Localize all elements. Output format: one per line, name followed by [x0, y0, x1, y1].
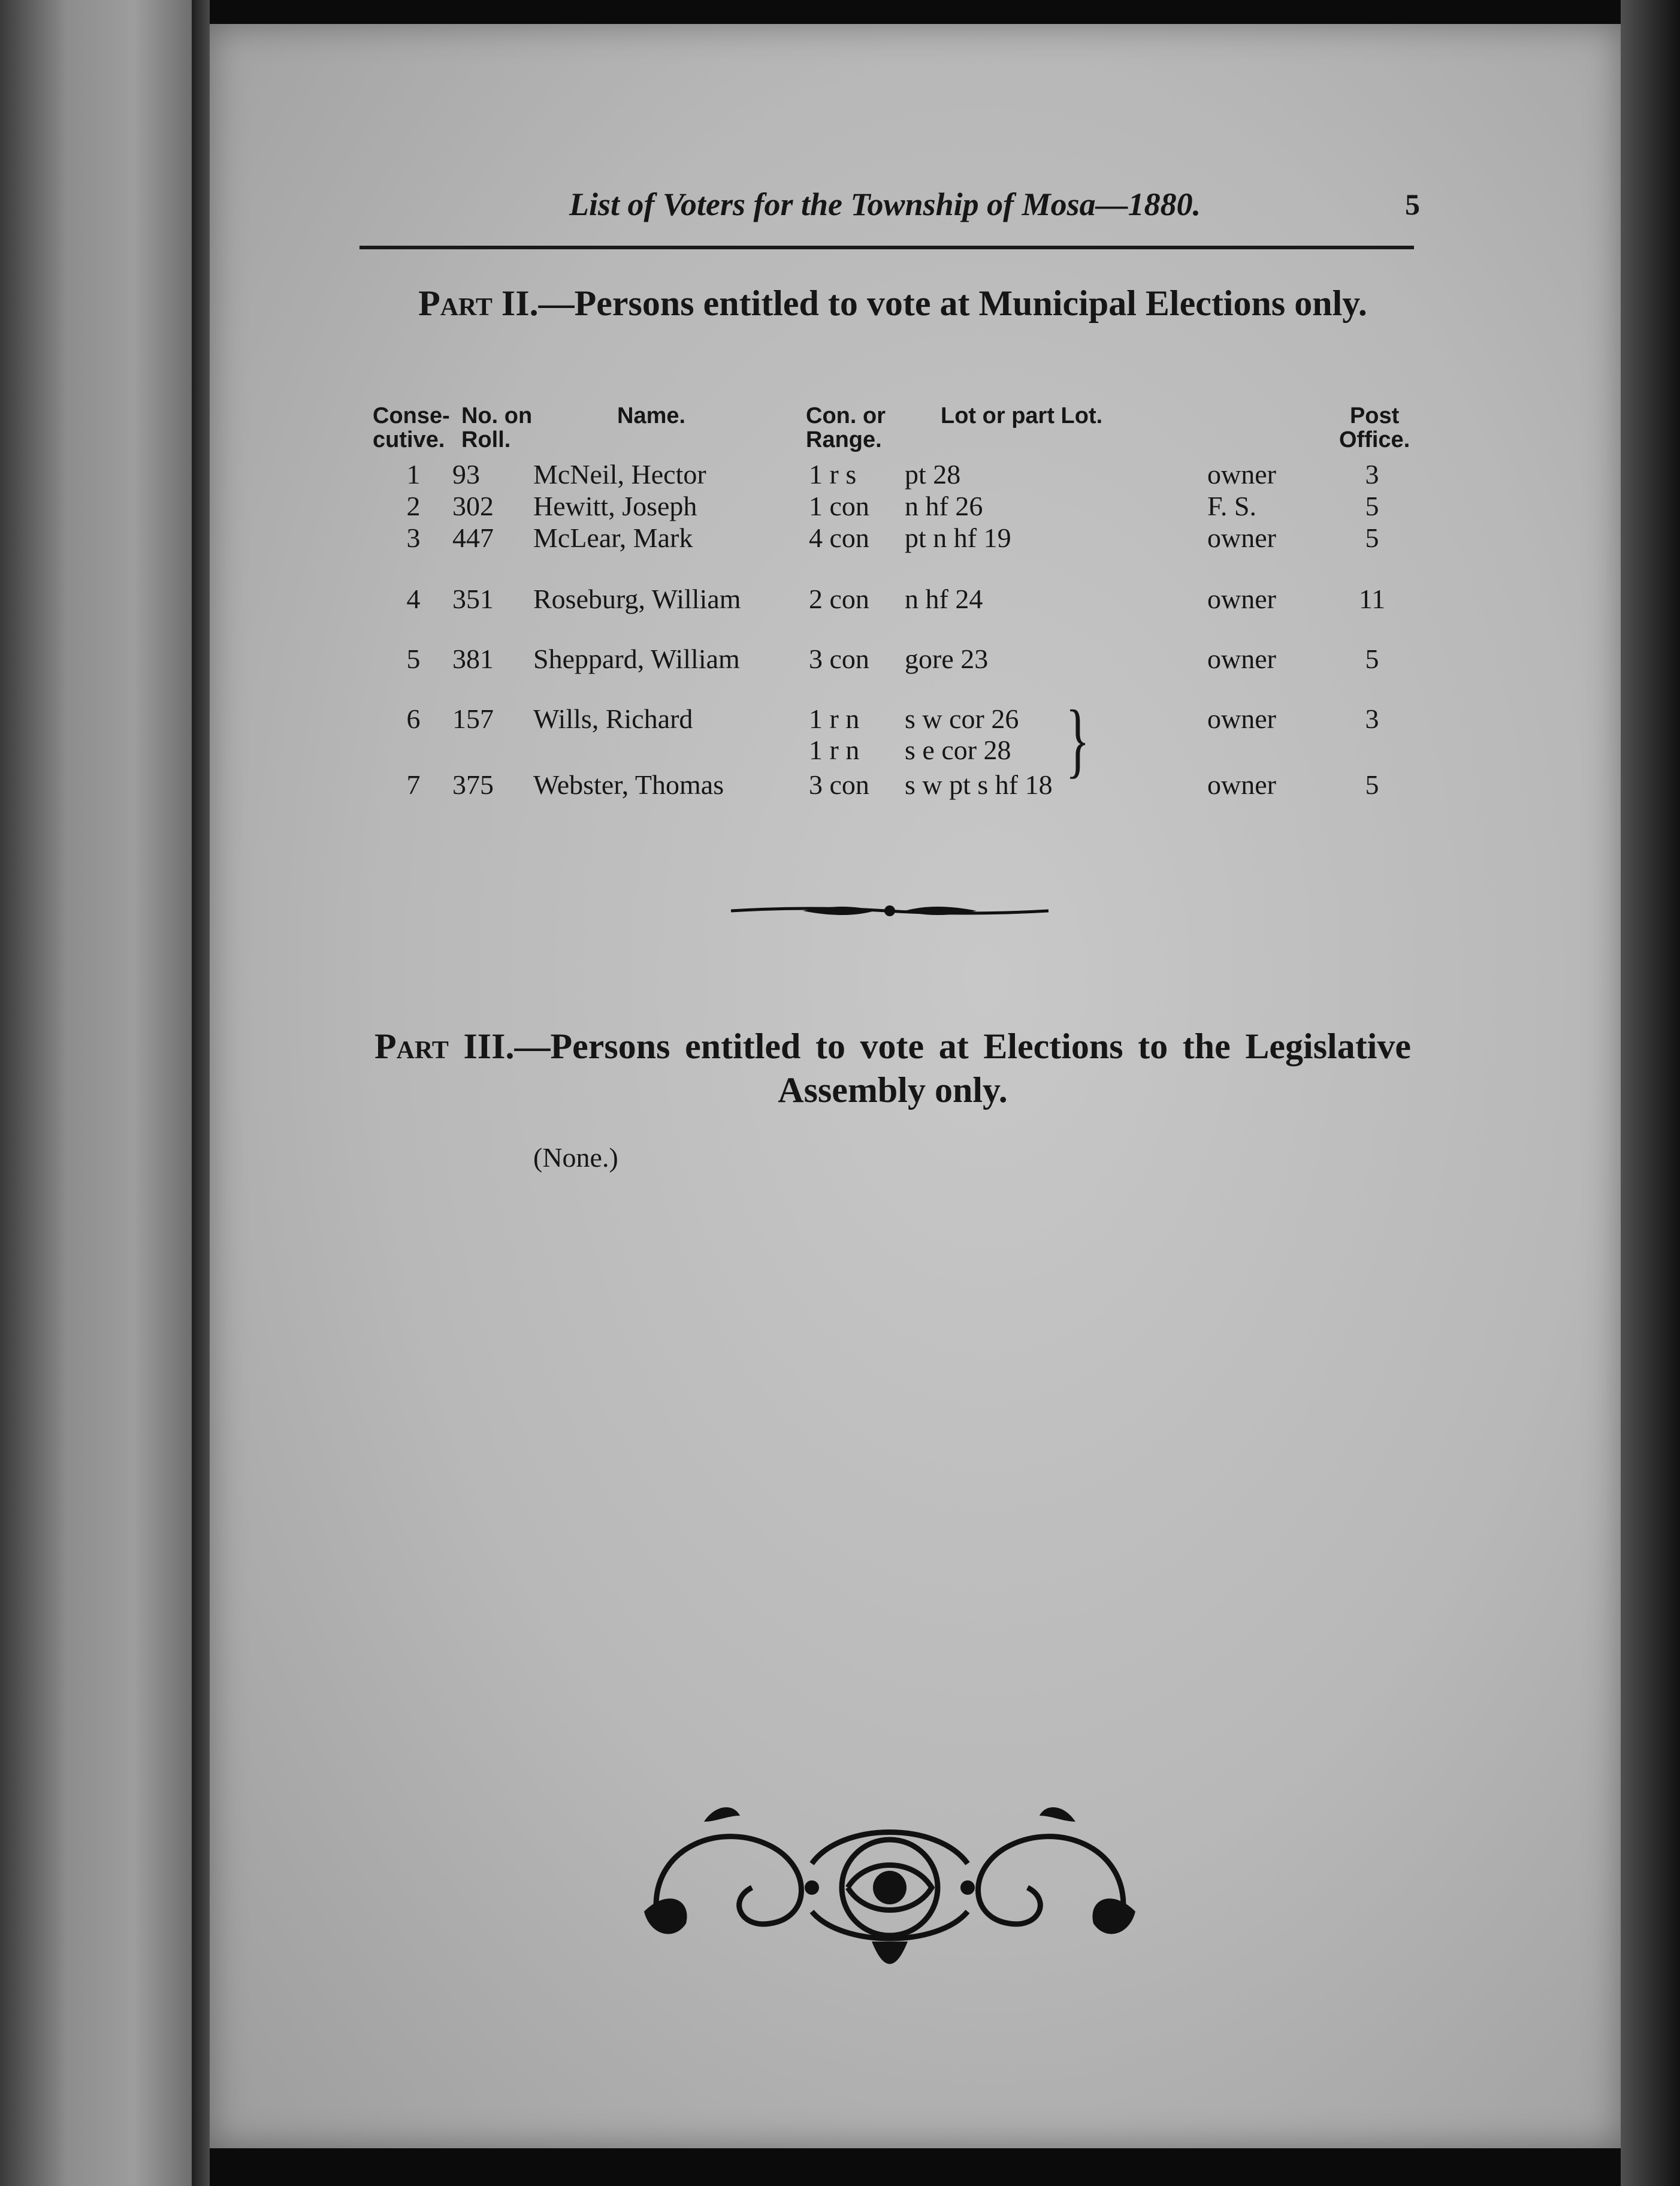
- part-3-heading: [374, 1025, 1411, 1112]
- row-number: 4: [406, 584, 421, 614]
- row-lot: gore 23: [905, 644, 989, 674]
- row-roll: 447: [452, 523, 494, 553]
- col-post-office-header: [1339, 404, 1410, 452]
- row-lot: n hf 24: [905, 584, 983, 614]
- book-gutter: [192, 0, 210, 2186]
- col-post-office-line1: Post: [1349, 403, 1400, 428]
- row-name: Wills, Richard: [533, 703, 693, 734]
- part-3-title: —Persons entitled to vote at Elections to the Legislative Assembly only.: [514, 1026, 1411, 1110]
- part-2-title: —Persons entitled to vote at Municipal Elections only.: [538, 283, 1367, 323]
- row-post-office: 5: [1365, 644, 1379, 674]
- row-con: 1 r n: [809, 735, 860, 765]
- table-row: [0, 701, 1680, 737]
- row-name: Roseburg, William: [533, 584, 741, 614]
- table-row: [0, 641, 1680, 677]
- col-con-header: [806, 404, 886, 452]
- table-row-continuation: [0, 732, 1680, 768]
- col-roll-line1: No. on: [461, 403, 533, 428]
- row-con: 1 con: [809, 491, 869, 521]
- col-consecutive-line1: Conse-: [373, 403, 450, 428]
- row-con: 1 r s: [809, 459, 857, 490]
- facing-page-edge: [0, 0, 192, 2186]
- brace-glyph: }: [1065, 693, 1090, 786]
- row-roll: 93: [452, 459, 480, 490]
- row-number: 3: [406, 523, 421, 553]
- row-number: 1: [406, 459, 421, 490]
- col-lot-header: Lot or part Lot.: [941, 403, 1103, 428]
- table-row: [0, 767, 1680, 803]
- row-number: 5: [406, 644, 421, 674]
- row-status: F. S.: [1207, 491, 1256, 521]
- page-number: 5: [1405, 188, 1420, 221]
- row-lot: pt 28: [905, 459, 961, 490]
- part-2-heading: [374, 282, 1411, 325]
- col-name-header: Name.: [617, 403, 686, 428]
- row-lot: s e cor 28: [905, 735, 1011, 765]
- row-number: 6: [406, 703, 421, 734]
- running-header: [359, 180, 1420, 249]
- row-con: 1 r n: [809, 703, 860, 734]
- row-con: 3 con: [809, 644, 869, 674]
- table-row: [0, 520, 1680, 556]
- row-lot: pt n hf 19: [905, 523, 1011, 553]
- row-roll: 351: [452, 584, 494, 614]
- row-number: 2: [406, 491, 421, 521]
- row-post-office: 5: [1365, 523, 1379, 553]
- row-name: McLear, Mark: [533, 523, 693, 553]
- row-number: 7: [406, 769, 421, 800]
- part-3-label: Part III.: [374, 1026, 515, 1066]
- row-status: owner: [1207, 459, 1276, 490]
- row-roll: 375: [452, 769, 494, 800]
- decorative-vignette: [632, 1798, 1147, 1971]
- col-consecutive-header: [373, 404, 450, 452]
- row-post-office: 5: [1365, 491, 1379, 521]
- col-con-line1: Con. or: [806, 403, 886, 428]
- row-status: owner: [1207, 644, 1276, 674]
- page-edge-shadow: [1621, 0, 1680, 2186]
- col-roll-header: [461, 404, 532, 452]
- row-lot: n hf 26: [905, 491, 983, 521]
- col-con-line2: Range.: [806, 427, 882, 452]
- row-con: 2 con: [809, 584, 869, 614]
- row-name: Sheppard, William: [533, 644, 740, 674]
- row-lot: s w cor 26: [905, 703, 1019, 734]
- part-2-label: Part II.: [418, 283, 539, 323]
- col-consecutive-line2: cutive.: [373, 427, 445, 452]
- row-roll: 302: [452, 491, 494, 521]
- col-roll-line2: Roll.: [461, 427, 511, 452]
- table-row: [0, 457, 1680, 493]
- row-post-office: 3: [1365, 459, 1379, 490]
- row-roll: 381: [452, 644, 494, 674]
- running-title: List of Voters for the Township of Mosa—1880.: [569, 186, 1201, 222]
- part-3-entries: (None.): [533, 1142, 618, 1173]
- row-lot: s w pt s hf 18: [905, 769, 1053, 800]
- row-name: Webster, Thomas: [533, 769, 724, 800]
- row-con: 3 con: [809, 769, 869, 800]
- row-con: 4 con: [809, 523, 869, 553]
- ornamental-rule: [731, 899, 1049, 923]
- row-status: owner: [1207, 769, 1276, 800]
- row-post-office: 11: [1358, 584, 1386, 614]
- row-status: owner: [1207, 584, 1276, 614]
- row-post-office: 3: [1365, 703, 1379, 734]
- row-roll: 157: [452, 703, 494, 734]
- row-name: Hewitt, Joseph: [533, 491, 697, 521]
- row-status: owner: [1207, 703, 1276, 734]
- table-row: [0, 488, 1680, 524]
- col-post-office-line2: Office.: [1339, 427, 1410, 452]
- row-post-office: 5: [1365, 769, 1379, 800]
- row-status: owner: [1207, 523, 1276, 553]
- table-row: [0, 581, 1680, 617]
- row-name: McNeil, Hector: [533, 459, 706, 490]
